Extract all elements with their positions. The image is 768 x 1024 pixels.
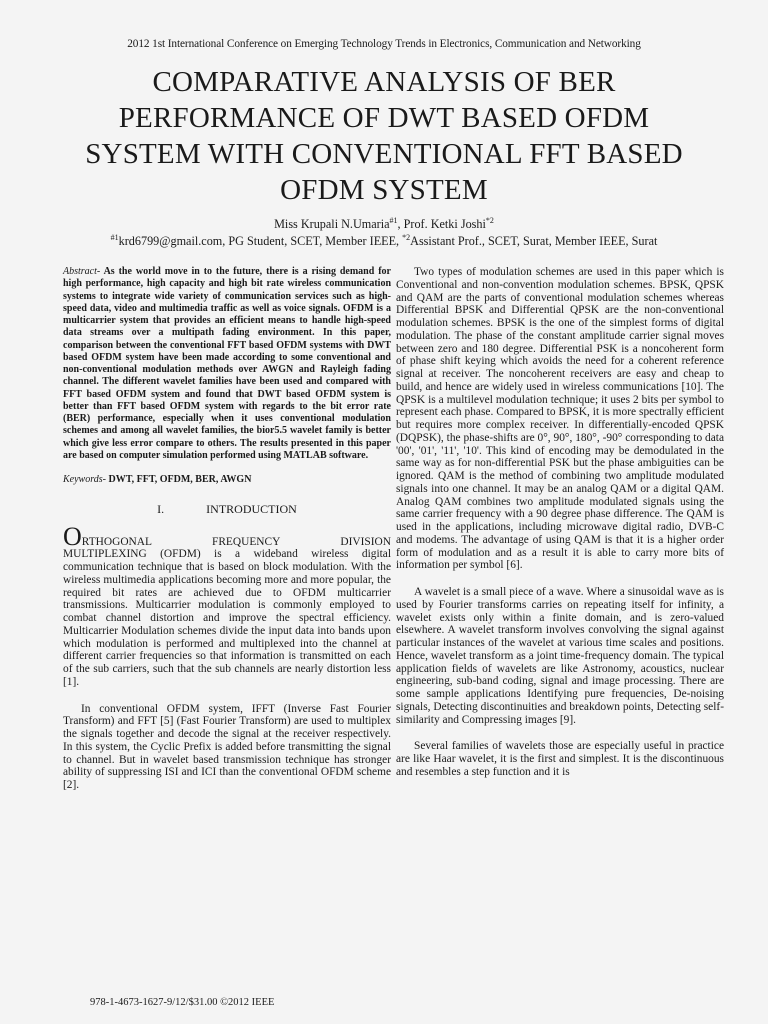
section-title: INTRODUCTION — [206, 501, 297, 516]
affiliation-1: krd6799@gmail.com, PG Student, SCET, Member IEEE, — [118, 234, 403, 248]
author-2: , Prof. Ketki Joshi — [397, 217, 486, 231]
title-line: SYSTEM WITH CONVENTIONAL FFT BASED — [85, 138, 683, 170]
right-paragraph-2: A wavelet is a small piece of a wave. Where a sinusoidal wave as is used by Fourier transforms carries on repeating itself for infinity, a wavelet exists only within a finite domain, and is zero-valued elsewhere. A wavelet transform involves convolving the signal against particular instances of the wavelet at various time scales and positions. Hence, wavelet transform as a joint time-frequency domain. The typical application fields of wavelets are like Astronomy, acoustics, nuclear engineering, sub-band coding, signal and image processing. There are some sample applications Identifying pure frequencies, De-noising signals, Detecting discontinuities and breakdown points, Detecting self-similarity and Compressing images [9]. — [396, 586, 724, 726]
drop-cap: O — [63, 521, 82, 551]
right-paragraph-1: Two types of modulation schemes are used in this paper which is Conventional and non-convention modulation schemes. BPSK, QPSK and QAM are the parts of conventional modulation schemes whereas Differential BPSK and Differential QPSK are the non-conventional modulation schemes. BPSK is the one of the simplest forms of digital modulation. The phase of the constant amplitude carrier signal moves between zero and 180 degree. Differential PSK is a noncoherent form of phase shift keying which avoids the need for a coherent reference signal at receiver. The noncoherent receivers are easy and cheap to build, and hence are widely used in wireless communications [10]. The QPSK is a multilevel modulation technique; it uses 2 bits per symbol to represent each phase. Compared to BPSK, it is more spectrally efficient but requires more complex receiver. In differentially-encoded QPSK (DQPSK), the phase-shifts are 0°, 90°, 180°, -90° corresponding to data '00', '01', '11', '10'. This kind of encoding may be demodulated in the same way as for non-differential PSK but the phase ambiguities can be ignored. QAM is the method of combining two amplitude modulated signals into one channel. It may be an analog QAM or a digital QAM. Analog QAM combines two amplitude modulated signals using the same carrier frequency with a 90 degree phase difference. The QAM is used in the applications, including microwave digital radio, DVB-C and modems. The advantage of using QAM is that it is a higher order form of modulation and as a result it is able to carry more bits of information per symbol [6]. — [396, 266, 724, 572]
intro-para-1-text: MULTIPLEXING (OFDM) is a wideband wireless digital communication technique that is based on block modulation. With the wireless multimedia applications becoming more and more popular, the required bit rates are achieved due to OFDM multicarrier transmissions. Multicarrier modulation is commonly employed to combat channel distortion and improve the spectral efficiency. Multicarrier Modulation schemes divide the input data into bands upon which modulation is performed and multiplexed into the channel at different carrier frequencies so that information is transmitted on each of the sub carriers, such that the sub channels are nearly distortion less [1]. — [63, 548, 391, 688]
title-line: COMPARATIVE ANALYSIS OF BER — [152, 66, 616, 98]
author-1: Miss Krupali N.Umaria — [274, 217, 390, 231]
intro-paragraph-2: In conventional OFDM system, IFFT (Inverse Fast Fourier Transform) and FFT [5] (Fast Fourier Transform) are used to multiplex the signals together and decode the signal at the receiver respectively. In this system, the Cyclic Prefix is added before transmitting the signal to channel. But in wavelet based transmission technique has stronger ability of suppressing ISI and ICI than the conventional OFDM scheme [2]. — [63, 702, 391, 791]
affiliation-line — [0, 234, 768, 249]
title-line: PERFORMANCE OF DWT BASED OFDM — [118, 102, 650, 134]
title-line: OFDM SYSTEM — [280, 174, 488, 206]
author-1-marker: #1 — [389, 215, 398, 225]
left-column — [63, 266, 391, 792]
author-line — [0, 217, 768, 232]
intro-first-line: RTHOGONAL FREQUENCY DIVISION — [81, 535, 391, 548]
affiliation-2: Assistant Prof., SCET, Surat, Member IEEE, Surat — [410, 234, 658, 248]
abstract — [63, 266, 391, 462]
author-2-marker: *2 — [485, 215, 494, 225]
right-paragraph-3: Several families of wavelets those are especially useful in practice are like Haar wavelet, it is the first and simplest. It is the discontinuous and resembles a step function and it is — [396, 740, 724, 778]
copyright-footer: 978-1-4673-1627-9/12/$31.00 ©2012 IEEE — [90, 997, 275, 1008]
keywords-text: DWT, FFT, OFDM, BER, AWGN — [105, 474, 252, 485]
abstract-label: Abstract- — [63, 266, 101, 277]
abstract-text: As the world move in to the future, there is a rising demand for high performance, high capacity and high bit rate wireless communication systems to integrate wide variety of communication services such as high-speed data, video and multimedia traffic as well as voice signals. OFDM is a multicarrier system that provides an efficient means to handle high-speed data streams over a multipath fading environment. In this paper, comparison between the conventional FFT based OFDM systems with DWT based OFDM system have been made according to some conventional and non-conventional modulation methods over AWGN and Rayleigh fading channel. The different wavelet families have been used and compared with FFT based OFDM system and found that DWT based OFDM system is better than FFT based OFDM system with regards to the bit error rate (BER) performance, especially when it uses conventional modulation schemes and among all wavelet families, the bior5.5 wavelet family is better which give less error compare to others. The results presented in this paper are based on computer simulation performed using MATLAB software. — [63, 266, 391, 461]
intro-paragraph-1 — [63, 521, 391, 689]
paper-title — [40, 64, 728, 208]
section-number: I. — [157, 501, 165, 516]
affiliation-1-marker: #1 — [110, 232, 119, 242]
keywords — [63, 474, 391, 487]
right-column — [396, 266, 724, 779]
affiliation-2-marker: *2 — [402, 232, 411, 242]
conference-header: 2012 1st International Conference on Emerging Technology Trends in Electronics, Communication and Networking — [127, 38, 641, 50]
section-heading — [63, 503, 391, 516]
keywords-label: Keywords- — [63, 474, 106, 485]
